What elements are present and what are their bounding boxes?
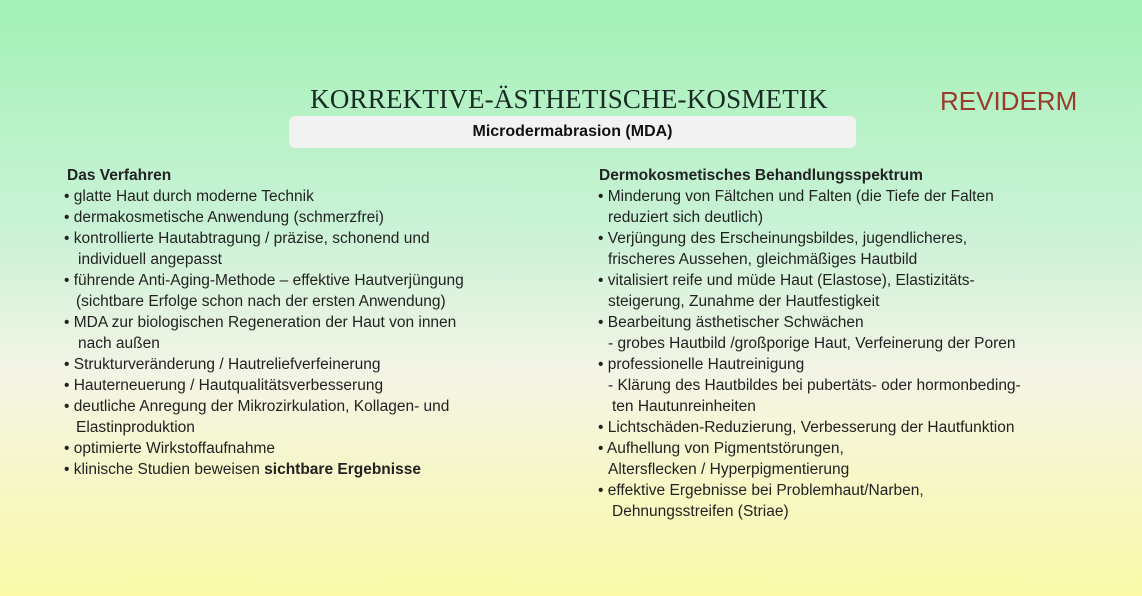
list-item-sub: - Klärung des Hautbildes bei pubertäts- oder hormonbeding-	[608, 377, 1021, 394]
list-item-continuation: Altersflecken / Hyperpigmentierung	[608, 461, 850, 478]
list-item-text: • klinische Studien beweisen	[64, 461, 265, 478]
list-item: • Lichtschäden-Reduzierung, Verbesserung der Hautfunktion	[598, 419, 1015, 436]
list-item: • MDA zur biologischen Regeneration der Haut von innen	[64, 314, 457, 331]
procedure-heading: Das Verfahren	[67, 167, 172, 184]
list-item-continuation: Elastinproduktion	[76, 419, 195, 436]
list-item-continuation: individuell angepasst	[78, 251, 222, 268]
list-item-continuation: nach außen	[78, 335, 160, 352]
list-item-continuation: ten Hautunreinheiten	[612, 398, 756, 415]
list-item: • Strukturveränderung / Hautreliefverfeinerung	[64, 356, 381, 373]
list-item-sub: - grobes Hautbild /großporige Haut, Verfeinerung der Poren	[608, 335, 1016, 352]
page-title: KORREKTIVE-ÄSTHETISCHE-KOSMETIK	[310, 84, 828, 114]
list-item: • Minderung von Fältchen und Falten (die Tiefe der Falten	[598, 188, 994, 205]
list-item: • Bearbeitung ästhetischer Schwächen	[598, 314, 864, 331]
emphasis-text: sichtbare Ergebnisse	[264, 461, 421, 478]
list-item-continuation: Dehnungsstreifen (Striae)	[612, 503, 789, 520]
brand-logo-text: REVIDERM	[940, 86, 1078, 116]
list-item-continuation: steigerung, Zunahme der Hautfestigkeit	[608, 293, 880, 310]
list-item-continuation: frischeres Aussehen, gleichmäßiges Hautbild	[608, 251, 918, 268]
list-item: • professionelle Hautreinigung	[598, 356, 805, 373]
list-item-continuation: (sichtbare Erfolge schon nach der ersten Anwendung)	[76, 293, 446, 310]
list-item: • Hauterneuerung / Hautqualitätsverbesserung	[64, 377, 384, 394]
list-item-continuation: reduziert sich deutlich)	[608, 209, 764, 226]
list-item	[64, 459, 534, 480]
list-item: • vitalisiert reife und müde Haut (Elastose), Elastizitäts-	[598, 272, 975, 289]
list-item: • dermakosmetische Anwendung (schmerzfrei)	[64, 209, 384, 226]
subtitle-text: Microdermabrasion (MDA)	[472, 123, 673, 140]
treatment-spectrum-heading: Dermokosmetisches Behandlungsspektrum	[599, 167, 923, 184]
list-item: • deutliche Anregung der Mikrozirkulation, Kollagen- und	[64, 398, 450, 415]
list-item: • Aufhellung von Pigmentstörungen,	[598, 440, 844, 457]
list-item: • führende Anti-Aging-Methode – effektive Hautverjüngung	[64, 272, 464, 289]
treatment-spectrum-column	[596, 165, 1096, 522]
procedure-column	[64, 165, 534, 480]
list-item: • effektive Ergebnisse bei Problemhaut/Narben,	[598, 482, 924, 499]
list-item: • optimierte Wirkstoffaufnahme	[64, 440, 276, 457]
subtitle-banner	[289, 116, 856, 148]
list-item: • Verjüngung des Erscheinungsbildes, jugendlicheres,	[598, 230, 968, 247]
list-item: • glatte Haut durch moderne Technik	[64, 188, 314, 205]
list-item: • kontrollierte Hautabtragung / präzise, schonend und	[64, 230, 430, 247]
